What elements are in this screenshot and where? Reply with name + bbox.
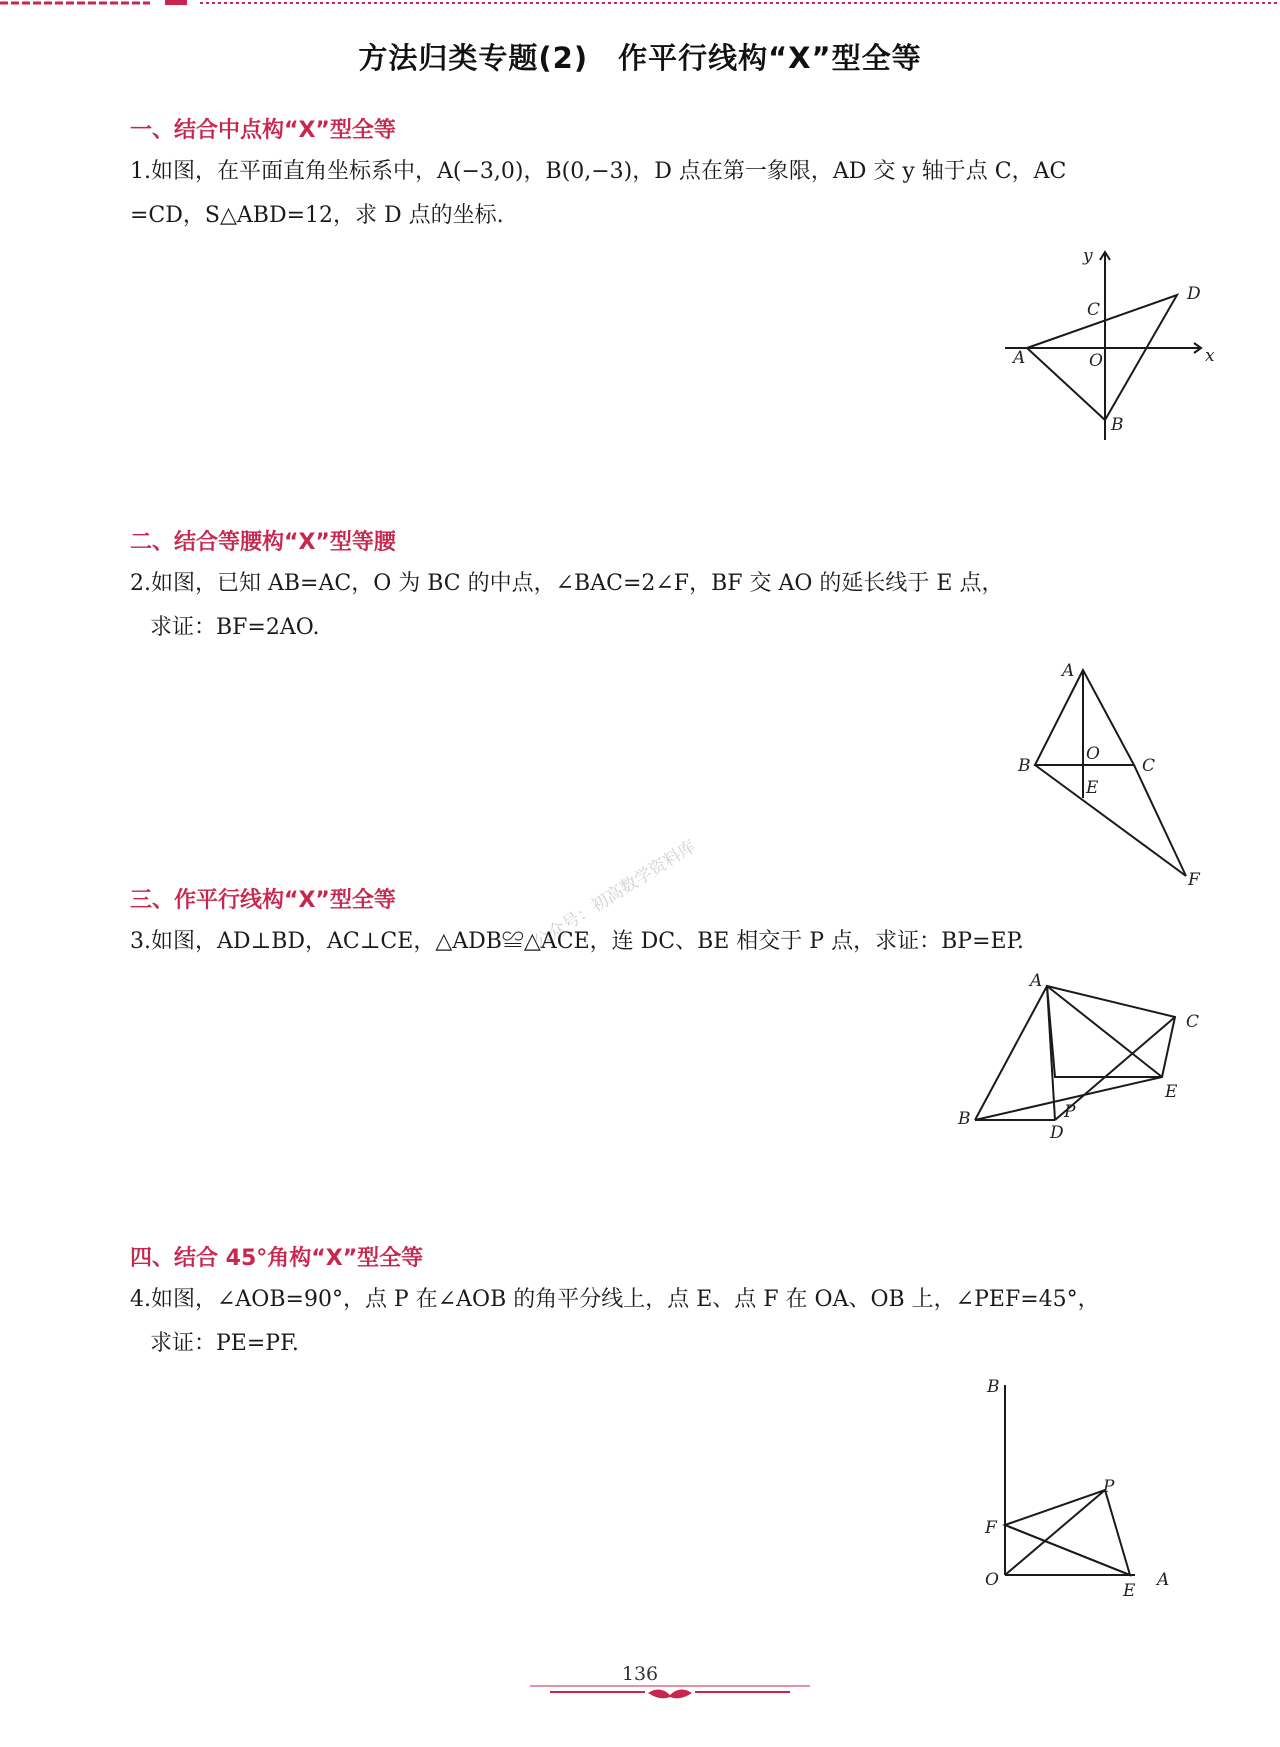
label-B: B	[1111, 415, 1124, 435]
label-x: x	[1205, 346, 1215, 366]
label-P: P	[1064, 1102, 1076, 1122]
label-F: F	[1188, 870, 1200, 890]
figure-4-angle-diagram	[975, 1370, 1190, 1610]
label-B: B	[958, 1109, 971, 1129]
label-E: E	[1086, 778, 1099, 798]
label-B: B	[1018, 756, 1031, 776]
section-heading-4: 四、结合 45°角构“X”型全等	[130, 1246, 424, 1271]
top-decorative-rule	[0, 0, 1280, 8]
problem-2-line-2: 求证：BF=2AO.	[150, 615, 320, 640]
watermark: 公众号：初高数学资料库	[530, 836, 700, 953]
label-B: B	[987, 1377, 1000, 1397]
label-E: E	[1165, 1082, 1178, 1102]
section-heading-2: 二、结合等腰构“X”型等腰	[130, 530, 396, 555]
page-number: 136	[621, 1663, 659, 1685]
figure-2-triangle-diagram	[1010, 658, 1210, 898]
label-A: A	[1062, 661, 1075, 681]
problem-4	[130, 1278, 1210, 1366]
label-D: D	[1187, 284, 1201, 304]
label-y: y	[1083, 246, 1093, 266]
problem-1	[130, 150, 1210, 238]
page-title: 方法归类专题(2) 作平行线构“X”型全等	[358, 41, 922, 75]
label-O: O	[1089, 351, 1103, 371]
label-O: O	[985, 1570, 999, 1590]
figure-1-coordinate-diagram	[1005, 245, 1220, 450]
problem-4-line-1: 4.如图，∠AOB=90°，点 P 在∠AOB 的角平分线上，点 E、点 F 在 OA、OB 上，∠PEF=45°，	[130, 1287, 1100, 1312]
problem-3-line-1: 3.如图，AD⊥BD，AC⊥CE，△ADB≌△ACE，连 DC、BE 相交于 P 点，求证：BP=EP.	[130, 929, 1024, 954]
label-A: A	[1013, 348, 1026, 368]
label-C: C	[1142, 756, 1156, 776]
label-D: D	[1050, 1123, 1064, 1142]
label-F: F	[985, 1518, 997, 1538]
label-C: C	[1087, 300, 1101, 320]
problem-2	[130, 562, 1210, 650]
problem-3	[130, 920, 1210, 964]
problem-1-line-2: =CD，S△ABD=12，求 D 点的坐标.	[130, 203, 504, 228]
problem-4-line-2: 求证：PE=PF.	[150, 1331, 299, 1356]
label-E: E	[1123, 1581, 1136, 1601]
label-O: O	[1086, 744, 1100, 764]
label-A: A	[1030, 972, 1043, 991]
section-heading-1: 一、结合中点构“X”型全等	[130, 118, 396, 143]
section-heading-3: 三、作平行线构“X”型全等	[130, 888, 396, 913]
figure-3-quadrilateral-diagram	[950, 972, 1210, 1142]
problem-1-line-1: 1.如图，在平面直角坐标系中，A(−3,0)，B(0,−3)，D 点在第一象限，AD 交 y 轴于点 C，AC	[130, 159, 1067, 184]
label-C: C	[1186, 1012, 1200, 1032]
problem-2-line-1: 2.如图，已知 AB=AC，O 为 BC 的中点，∠BAC=2∠F，BF 交 AO 的延长线于 E 点，	[130, 571, 1004, 596]
label-P: P	[1103, 1477, 1115, 1497]
footer-ornament	[520, 1683, 820, 1705]
label-A: A	[1157, 1570, 1170, 1590]
